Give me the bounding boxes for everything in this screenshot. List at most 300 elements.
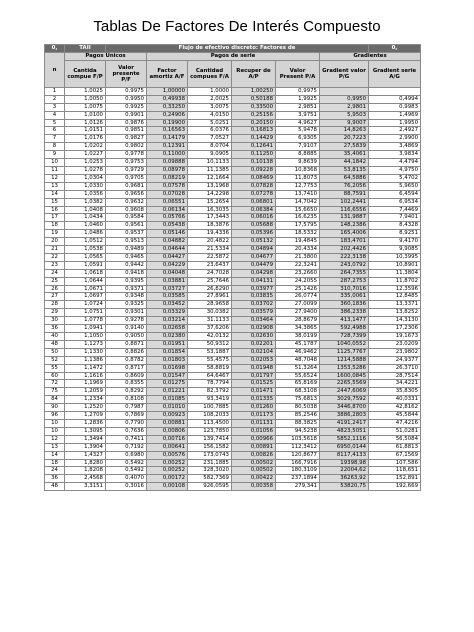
cell-ag: 9,4170 <box>369 238 421 246</box>
cell-pf: 0,8355 <box>106 380 147 388</box>
table-row <box>45 301 421 309</box>
cell-fp: 1,3095 <box>65 427 106 435</box>
cell-ag: 45,5844 <box>369 412 421 420</box>
cell-n: 28 <box>45 301 65 309</box>
cell-ap: 0,02908 <box>232 325 276 333</box>
cell-pf: 0,6980 <box>106 451 147 459</box>
cell-n: 8 <box>45 143 65 151</box>
cell-ap: 0,04894 <box>232 246 276 254</box>
table-row <box>45 396 421 404</box>
table-row <box>45 174 421 182</box>
cell-pg: 9,9007 <box>320 119 369 127</box>
cell-pg: 222,3138 <box>320 253 369 261</box>
cell-ag: 3,4869 <box>369 143 421 151</box>
cell-fa: 28,9658 <box>188 301 232 309</box>
cell-ap: 0,04298 <box>232 269 276 277</box>
cell-pa: 88,3825 <box>276 419 320 427</box>
col-pg: Gradient valor P/G <box>320 60 369 87</box>
cell-pf: 0,9925 <box>106 103 147 111</box>
cell-pf: 0,9489 <box>106 246 147 254</box>
cell-pf: 0,9561 <box>106 222 147 230</box>
cell-af: 0,19900 <box>147 119 188 127</box>
cell-fa: 5,0251 <box>188 119 232 127</box>
cell-pa: 46,9462 <box>276 348 320 356</box>
cell-pf: 0,9278 <box>106 317 147 325</box>
table-row <box>45 230 421 238</box>
table-row <box>45 467 421 475</box>
cell-fa: 173,0743 <box>188 451 232 459</box>
cell-n: 20 <box>45 238 65 246</box>
cell-pg: 183,4701 <box>320 238 369 246</box>
cell-ap: 0,10138 <box>232 159 276 167</box>
cell-pg: 53820,75 <box>320 483 369 491</box>
cell-ap: 0,06384 <box>232 206 276 214</box>
cell-pa: 94,5238 <box>276 427 320 435</box>
cell-ag: 8,4328 <box>369 222 421 230</box>
header-middle: Flujo de efectivo discreto: Factores de <box>106 45 369 53</box>
cell-pf: 0,4070 <box>106 475 147 483</box>
cell-n: 4 <box>45 111 65 119</box>
cell-af: 0,05146 <box>147 230 188 238</box>
cell-af: 0,14179 <box>147 135 188 143</box>
cell-ag: 4,9750 <box>369 166 421 174</box>
cell-n: 21 <box>45 246 65 254</box>
header-bar <box>45 45 421 53</box>
cell-ag: 152,891 <box>369 475 421 483</box>
cell-fa: 156,1582 <box>188 443 232 451</box>
cell-fa: 58,8819 <box>188 364 232 372</box>
cell-pf: 0,9537 <box>106 230 147 238</box>
cell-pf: 0,9325 <box>106 301 147 309</box>
cell-pa: 34,3865 <box>276 325 320 333</box>
cell-n: 27 <box>45 293 65 301</box>
cell-pf: 0,7411 <box>106 435 147 443</box>
cell-ap: 0,00826 <box>232 451 276 459</box>
cell-pg: 8117,4133 <box>320 451 369 459</box>
cell-pa: 24,2055 <box>276 277 320 285</box>
cell-pf: 0,9442 <box>106 261 147 269</box>
cell-pa: 13,7410 <box>276 190 320 198</box>
cell-pg: 36263,92 <box>320 475 369 483</box>
cell-n: 14 <box>45 190 65 198</box>
cell-ag: 107,586 <box>369 459 421 467</box>
cell-pf: 0,9348 <box>106 293 147 301</box>
cell-fa: 11,1385 <box>188 166 232 174</box>
table-row <box>45 261 421 269</box>
cell-n: 6 <box>45 127 65 135</box>
cell-pg: 202,4426 <box>320 246 369 254</box>
cell-pa: 180,3109 <box>276 467 320 475</box>
table-row <box>45 459 421 467</box>
cell-pa: 27,9400 <box>276 309 320 317</box>
cell-fp: 1,4327 <box>65 451 106 459</box>
column-header-row <box>45 60 421 87</box>
cell-pg: 0,9950 <box>320 95 369 103</box>
cell-ap: 0,14429 <box>232 135 276 143</box>
table-row <box>45 214 421 222</box>
cell-ag: 5,9650 <box>369 182 421 190</box>
cell-n: 22 <box>45 253 65 261</box>
cell-ap: 0,03702 <box>232 301 276 309</box>
cell-fa: 21,5334 <box>188 246 232 254</box>
cell-fa: 123,7850 <box>188 427 232 435</box>
table-row <box>45 348 421 356</box>
cell-pf: 0,9876 <box>106 119 147 127</box>
cell-fa: 18,3876 <box>188 222 232 230</box>
cell-ag: 12,3596 <box>369 285 421 293</box>
cell-pa: 0,9975 <box>276 87 320 95</box>
cell-pf: 0,9975 <box>106 87 147 95</box>
cell-ag: 11,8702 <box>369 277 421 285</box>
cell-fp: 1,2334 <box>65 396 106 404</box>
cell-ap: 0,05132 <box>232 238 276 246</box>
cell-af: 0,00252 <box>147 467 188 475</box>
cell-pf: 0,9681 <box>106 182 147 190</box>
table-row <box>45 253 421 261</box>
cell-pg: 360,1836 <box>320 301 369 309</box>
cell-fp: 1,0151 <box>65 127 106 135</box>
cell-ag: 192,669 <box>369 483 421 491</box>
cell-pg: 14,8263 <box>320 127 369 135</box>
cell-ap: 0,02630 <box>232 333 276 341</box>
cell-af: 0,01547 <box>147 372 188 380</box>
cell-pa: 7,9107 <box>276 143 320 151</box>
cell-fp: 1,1969 <box>65 380 106 388</box>
cell-fa: 13,1968 <box>188 182 232 190</box>
cell-n: 75 <box>45 388 65 396</box>
cell-pa: 16,6235 <box>276 214 320 222</box>
cell-fa: 113,4500 <box>188 419 232 427</box>
cell-af: 0,06134 <box>147 206 188 214</box>
table-row <box>45 190 421 198</box>
cell-pf: 0,9371 <box>106 285 147 293</box>
cell-fa: 10,1133 <box>188 159 232 167</box>
cell-ap: 0,04677 <box>232 253 276 261</box>
cell-pf: 0,9513 <box>106 238 147 246</box>
cell-ap: 0,03977 <box>232 285 276 293</box>
cell-n: 1 <box>45 87 65 95</box>
cell-af: 0,00716 <box>147 435 188 443</box>
cell-pf: 0,9140 <box>106 325 147 333</box>
cell-pf: 0,9050 <box>106 333 147 341</box>
cell-ap: 0,01131 <box>232 419 276 427</box>
cell-ap: 0,00502 <box>232 467 276 475</box>
cell-pa: 75,6813 <box>276 396 320 404</box>
cell-fa: 82,3792 <box>188 388 232 396</box>
cell-pa: 103,5618 <box>276 435 320 443</box>
cell-ap: 0,03464 <box>232 317 276 325</box>
cell-ag: 8,9251 <box>369 230 421 238</box>
cell-pf: 0,9584 <box>106 214 147 222</box>
cell-n: 7 <box>45 135 65 143</box>
cell-ag: 56,5084 <box>369 435 421 443</box>
table-row <box>45 483 421 491</box>
cell-fa: 93,3419 <box>188 396 232 404</box>
cell-ag: 67,1569 <box>369 451 421 459</box>
table-row <box>45 222 421 230</box>
table-row <box>45 435 421 443</box>
table-row <box>45 325 421 333</box>
cell-pg: 1125,7767 <box>320 348 369 356</box>
cell-pa: 22,3241 <box>276 261 320 269</box>
cell-ag: 7,9401 <box>369 214 421 222</box>
cell-fp: 1,1472 <box>65 364 106 372</box>
cell-af: 0,24906 <box>147 111 188 119</box>
cell-n: 48 <box>45 340 65 348</box>
cell-af: 0,04644 <box>147 246 188 254</box>
cell-fp: 1,0304 <box>65 174 106 182</box>
header-right: 0, <box>369 45 421 53</box>
cell-pa: 9,8639 <box>276 159 320 167</box>
cell-ag: 118,651 <box>369 467 421 475</box>
cell-af: 1,00000 <box>147 87 188 95</box>
cell-af: 0,05438 <box>147 222 188 230</box>
table-row <box>45 151 421 159</box>
cell-pg: 148,2386 <box>320 222 369 230</box>
cell-fp: 1,1050 <box>65 333 106 341</box>
cell-ap: 0,01173 <box>232 412 276 420</box>
cell-ap: 0,20150 <box>232 119 276 127</box>
cell-pf: 0,9656 <box>106 190 147 198</box>
cell-pf: 0,8292 <box>106 388 147 396</box>
table-row <box>45 269 421 277</box>
cell-af: 0,01010 <box>147 404 188 412</box>
cell-pf: 0,7790 <box>106 419 147 427</box>
cell-fa: 15,2654 <box>188 198 232 206</box>
cell-ag: 6,9534 <box>369 198 421 206</box>
table-row <box>45 246 421 254</box>
cell-pg: 131,9887 <box>320 214 369 222</box>
cell-pa: 12,7753 <box>276 182 320 190</box>
cell-pa: 85,2546 <box>276 412 320 420</box>
cell-fp: 1,0126 <box>65 119 106 127</box>
cell-fp: 1,0671 <box>65 285 106 293</box>
cell-ap: 0,02104 <box>232 348 276 356</box>
cell-n: 16 <box>45 206 65 214</box>
col-pa: Valor Present P/A <box>276 60 320 87</box>
cell-pg: 35,4061 <box>320 151 369 159</box>
cell-n: 96 <box>45 412 65 420</box>
cell-ag: 26,3710 <box>369 364 421 372</box>
cell-ag: 0,4994 <box>369 95 421 103</box>
cell-pf: 0,8108 <box>106 396 147 404</box>
cell-n: 55 <box>45 364 65 372</box>
cell-fa: 17,3443 <box>188 214 232 222</box>
cell-ag <box>369 87 421 95</box>
cell-af: 0,03727 <box>147 285 188 293</box>
table-row <box>45 475 421 483</box>
cell-fa: 9,0905 <box>188 151 232 159</box>
cell-af: 0,11000 <box>147 151 188 159</box>
cell-n: 19 <box>45 230 65 238</box>
cell-pa: 5,9478 <box>276 127 320 135</box>
cell-n: 24 <box>45 269 65 277</box>
cell-pf: 0,8609 <box>106 372 147 380</box>
cell-af: 0,01085 <box>147 396 188 404</box>
table-row <box>45 293 421 301</box>
cell-n: 12 <box>45 174 65 182</box>
cell-af: 0,04427 <box>147 253 188 261</box>
cell-pa: 19,4845 <box>276 238 320 246</box>
table-row <box>45 419 421 427</box>
cell-ap: 0,02053 <box>232 356 276 364</box>
cell-ap: 0,00358 <box>232 483 276 491</box>
col-pf: Valor presente P/F <box>106 60 147 87</box>
cell-pa: 3,9751 <box>276 111 320 119</box>
cell-ap: 0,04131 <box>232 277 276 285</box>
cell-ag: 2,4927 <box>369 127 421 135</box>
cell-fa: 8,0704 <box>188 143 232 151</box>
table-row <box>45 238 421 246</box>
cell-fp: 1,1330 <box>65 348 106 356</box>
cell-pa: 237,1894 <box>276 475 320 483</box>
cell-af: 0,07578 <box>147 182 188 190</box>
table-row <box>45 364 421 372</box>
cell-ag: 51,0281 <box>369 427 421 435</box>
cell-af: 0,16563 <box>147 127 188 135</box>
cell-pf: 0,8826 <box>106 348 147 356</box>
cell-fp: 1,0100 <box>65 111 106 119</box>
cell-fp: 1,0227 <box>65 151 106 159</box>
cell-pa: 68,3108 <box>276 388 320 396</box>
cell-fa: 26,8290 <box>188 285 232 293</box>
table-row <box>45 206 421 214</box>
col-ag: Gradient serie A/G <box>369 60 421 87</box>
cell-ap: 0,07828 <box>232 182 276 190</box>
cell-ap: 0,12641 <box>232 143 276 151</box>
cell-fp: 1,3904 <box>65 443 106 451</box>
cell-pg: 728,7399 <box>320 333 369 341</box>
cell-pg: 4191,2417 <box>320 419 369 427</box>
cell-n: 18 <box>45 222 65 230</box>
table-row <box>45 356 421 364</box>
cell-fa: 50,9312 <box>188 340 232 348</box>
cell-pf: 0,9465 <box>106 253 147 261</box>
cell-ag: 4,4794 <box>369 159 421 167</box>
cell-pg: 2,9801 <box>320 103 369 111</box>
table-row <box>45 451 421 459</box>
cell-n: 90 <box>45 404 65 412</box>
cell-pg: 102,2441 <box>320 198 369 206</box>
cell-ap: 0,00966 <box>232 435 276 443</box>
cell-pg: 592,4988 <box>320 325 369 333</box>
cell-n: 17 <box>45 214 65 222</box>
cell-n: 50 <box>45 348 65 356</box>
cell-ap: 0,08469 <box>232 174 276 182</box>
cell-fa: 926,0595 <box>188 483 232 491</box>
cell-pf: 0,5492 <box>106 459 147 467</box>
table-row <box>45 198 421 206</box>
table-row <box>45 317 421 325</box>
cell-n: 60 <box>45 372 65 380</box>
cell-pg: 116,6556 <box>320 206 369 214</box>
cell-n: 24 <box>45 467 65 475</box>
cell-pg: 53,8135 <box>320 166 369 174</box>
col-n: n <box>45 53 65 88</box>
cell-ag: 13,8252 <box>369 309 421 317</box>
cell-ap: 0,01948 <box>232 364 276 372</box>
table-row <box>45 119 421 127</box>
table-row <box>45 103 421 111</box>
cell-pf: 0,9950 <box>106 95 147 103</box>
cell-pg: 22004,62 <box>320 467 369 475</box>
cell-pa: 120,8677 <box>276 451 320 459</box>
cell-pa: 4,9627 <box>276 119 320 127</box>
cell-pa: 11,8073 <box>276 174 320 182</box>
cell-fp: 1,0434 <box>65 214 106 222</box>
cell-ag: 24,9377 <box>369 356 421 364</box>
cell-pg: 5852,1116 <box>320 435 369 443</box>
cell-fp: 1,0644 <box>65 277 106 285</box>
cell-fa: 100,7885 <box>188 404 232 412</box>
cell-ag: 13,3371 <box>369 301 421 309</box>
cell-fp: 1,0565 <box>65 253 106 261</box>
cell-pa: 80,5038 <box>276 404 320 412</box>
cell-pf: 0,9753 <box>106 159 147 167</box>
table-row <box>45 111 421 119</box>
cell-fp: 1,0075 <box>65 103 106 111</box>
cell-ag: 42,8162 <box>369 404 421 412</box>
table-row <box>45 404 421 412</box>
cell-pf: 0,9802 <box>106 143 147 151</box>
cell-fp: 1,0025 <box>65 87 106 95</box>
cell-ag: 11,3804 <box>369 269 421 277</box>
cell-af: 0,01951 <box>147 340 188 348</box>
cell-fa: 6,0376 <box>188 127 232 135</box>
cell-pf: 0,7636 <box>106 427 147 435</box>
table-row <box>45 372 421 380</box>
cell-n: 36 <box>45 325 65 333</box>
cell-fa: 22,5872 <box>188 253 232 261</box>
col-af: Factor amortiz A/F <box>147 60 188 87</box>
page-title: Tablas De Factores De Interés Compuesto <box>93 18 381 35</box>
group-header-row <box>45 53 421 61</box>
cell-fa: 3,0075 <box>188 103 232 111</box>
cell-af: 0,01698 <box>147 364 188 372</box>
cell-pa: 17,5795 <box>276 222 320 230</box>
cell-fp: 1,1616 <box>65 372 106 380</box>
cell-ag: 7,4469 <box>369 206 421 214</box>
cell-fp: 1,0697 <box>65 293 106 301</box>
cell-n: 29 <box>45 309 65 317</box>
cell-n: 40 <box>45 333 65 341</box>
cell-af: 0,05766 <box>147 214 188 222</box>
cell-fp: 1,0176 <box>65 135 106 143</box>
table-row <box>45 87 421 95</box>
cell-fa: 139,7414 <box>188 435 232 443</box>
cell-ap: 0,16813 <box>232 127 276 135</box>
cell-n: 11 <box>45 166 65 174</box>
cell-pf: 0,9705 <box>106 174 147 182</box>
cell-pa: 14,7042 <box>276 198 320 206</box>
cell-af: 0,04048 <box>147 269 188 277</box>
cell-pa: 6,9305 <box>276 135 320 143</box>
cell-af: 0,04229 <box>147 261 188 269</box>
cell-n: 15 <box>45 198 65 206</box>
cell-ag: 23,0209 <box>369 340 421 348</box>
cell-pf: 0,9301 <box>106 309 147 317</box>
cell-ag: 6,4594 <box>369 190 421 198</box>
table-row <box>45 159 421 167</box>
cell-pa: 15,6650 <box>276 206 320 214</box>
col-ap: Recuper de A/P <box>232 60 276 87</box>
cell-ap: 0,01471 <box>232 388 276 396</box>
cell-pf: 0,3016 <box>106 483 147 491</box>
cell-ap: 0,09228 <box>232 166 276 174</box>
col-fp: Cantida compue F/P <box>65 60 106 87</box>
cell-fa: 19,4336 <box>188 230 232 238</box>
cell-pf: 0,8871 <box>106 340 147 348</box>
